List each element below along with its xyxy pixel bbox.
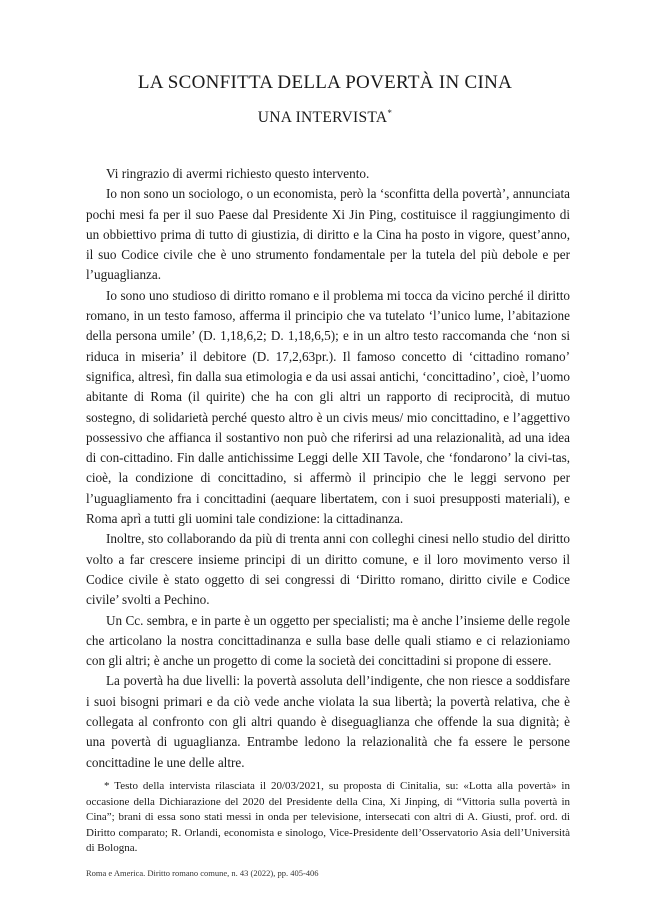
footnote [86, 779, 570, 857]
paragraph: La povertà ha due livelli: la povertà assoluta dell’indigente, che non riesce a soddisfare i suoi bisogni primari e da ciò vede anche violata la sua libertà; la povertà relativa, che è collegata al confronto con gli altri quando è diseguaglianza che offende la sua dignità; è una povertà di uguaglianza. Entrambe ledono la relazionalità che fa essere le persone concittadine le une delle altre. [86, 673, 570, 770]
page-footer: Roma e America. Diritto romano comune, n. 43 (2022), pp. 405-406 [86, 868, 319, 878]
article-body [86, 164, 570, 773]
subtitle-text: UNA INTERVISTA [257, 109, 388, 126]
paragraph: Inoltre, sto collaborando da più di trenta anni con colleghi cinesi nello studio del diritto volto a far crescere insieme principi di un diritto comune, e il loro movimento verso il Codice civile è stato oggetto di sei congressi di ‘Diritto romano, diritto civile e Codice civile’ svolti a Pechino. [86, 531, 570, 608]
paragraph: Vi ringrazio di avermi richiesto questo intervento. [106, 166, 370, 181]
document-title: LA SCONFITTA DELLA POVERTÀ IN CINA [137, 72, 513, 93]
paragraph: Io sono uno studioso di diritto romano e il problema mi tocca da vicino perché il diritto romano, in un testo famoso, afferma il principio che va tutelato ‘l’unico lume, l’abitazione della persona umile’ (D. 1,18,6,2; D. 1,18,6,5); e in un altro testo raccomanda che ‘non si riduca in miseria’ il debitore (D. 17,2,63pr.). Il famoso concetto di ‘cittadino romano’ significa, altresì, fin dalla sua etimologia e da usi assai antichi, ‘concittadino’, cioè, l’uomo abitante di Roma (il quirite) che ha con gli altri un rapporto di reciprocità, di mutuo sostegno, di solidarietà perché questo altro è un civis meus/ mio concittadino, e l’aggettivo possessivo che affianca il sostantivo non può che riferirsi ad una relazionalità, ad una idea di con-cittadino. Fin dalle antichissime Leggi delle XII Tavole, che ‘fondarono’ la civi-tas, cioè, la condizione di concittadino, si affermò il principio che le leggi servono per l’uguagliamento fra i concittadini (aequare libertatem, con i suoi presupposti materiali), e Roma aprì a tutti gli uomini tale condizione: la cittadinanza. [86, 287, 570, 527]
document-subtitle [0, 108, 650, 127]
paragraph: Io non sono un sociologo, o un economista, però la ‘sconfitta della povertà’, annunciata pochi mesi fa per il suo Paese dal Presidente Xi Jin Ping, costituisce il raggiungimento di un obbiettivo prima di tutto di giustizia, di diritto e la Cina ha posto in vigore, quest’anno, il suo Codice civile che è uno strumento fondamentale per la tutela del più debole e per l’uguaglianza. [86, 186, 570, 283]
footnote-text: * Testo della intervista rilasciata il 20/03/2021, su proposta di Cinitalia, su: «Lotta alla povertà» in occasione della Dichiarazione del 2020 del Presidente della Cina, Xi Jinping, di “Vittoria sulla povertà in Cina”; brani di essa sono stati messi in onda per televisione, intersecati con altri di A. Giusti, prof. ord. di Diritto comparato; R. Orlandi, economista e sinologo, Vice-Presidente dell’Osservatorio Asia dell’Università di Bologna. [86, 780, 570, 855]
paragraph: Un Cc. sembra, e in parte è un oggetto per specialisti; ma è anche l’insieme delle regole che articolano la nostra concittadinanza e sulla base delle quali stiamo e ci relazioniamo con gli altri; è anche un progetto di come la società dei concittadini si propone di essere. [86, 612, 570, 669]
footnote-marker: * [387, 108, 393, 118]
